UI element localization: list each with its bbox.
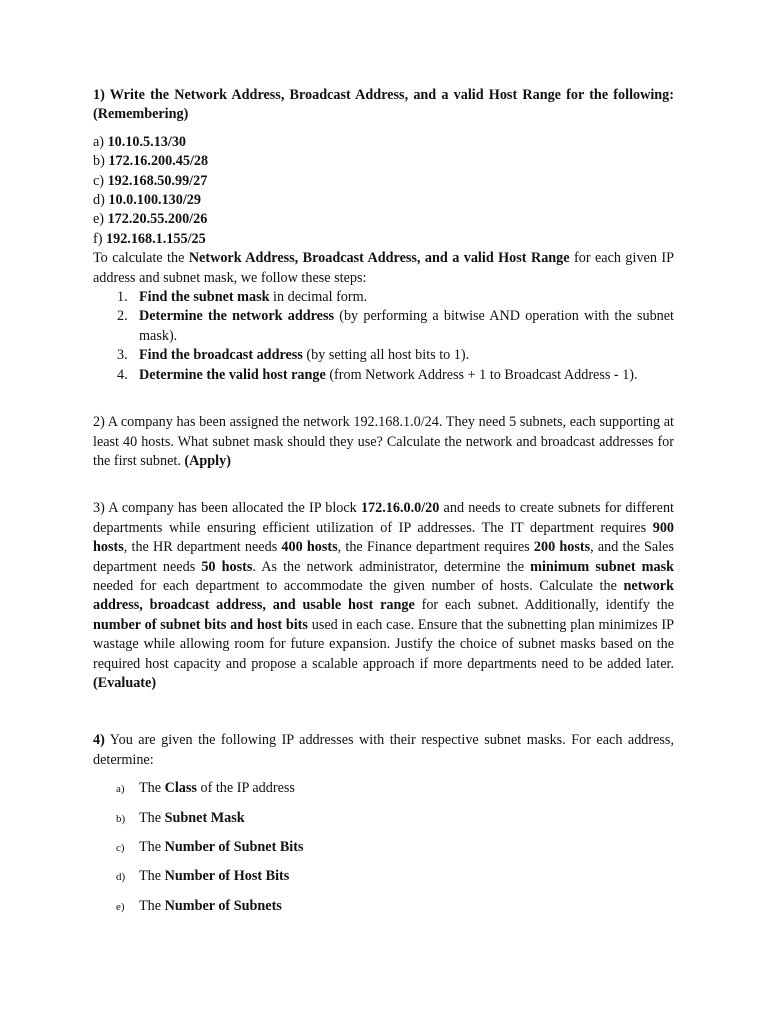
list-item: d) The Number of Host Bits — [116, 868, 290, 885]
document-content — [93, 86, 674, 926]
question-4: 4) You are given the following IP addresses with their respective subnet masks. For each address, determine: — [93, 732, 674, 768]
question-4-items — [93, 779, 674, 916]
list-item: a) The Class of the IP address — [116, 780, 295, 797]
list-item: b) The Subnet Mask — [116, 809, 245, 826]
list-item: c) The Number of Subnet Bits — [116, 839, 304, 855]
option-f: f) 192.168.1.155/25 — [93, 230, 206, 247]
option-d: d) 10.0.100.130/29 — [93, 192, 201, 209]
question-2: 2) A company has been assigned the network 192.168.1.0/24. They need 5 subnets, each supporting at least 40 hosts. What subnet mask should they use? Calculate the network and broadcast addresses for the first subnet. (Apply) — [93, 414, 674, 469]
step-item: 3. Find the broadcast address (by setting all host bits to 1). — [117, 347, 470, 364]
question-1-options — [93, 133, 674, 249]
list-item: e) The Number of Subnets — [116, 897, 282, 914]
option-e: e) 172.20.55.200/26 — [93, 211, 208, 228]
step-item: 4. Determine the valid host range (from Network Address + 1 to Broadcast Address - 1). — [117, 366, 638, 383]
option-a: a) 10.10.5.13/30 — [93, 133, 187, 150]
step-item: 2. Determine the network address (by performing a bitwise AND operation with the subnet mask). — [117, 308, 674, 344]
steps-list — [93, 288, 674, 385]
question-1-heading: 1) Write the Network Address, Broadcast Address, and a valid Host Range for the following: (Remembering) — [93, 87, 674, 123]
question-3: 3) A company has been allocated the IP block 172.16.0.0/20 and needs to create subnets for different departments while ensuring efficient utilization of IP addresses. The IT department requires 900 hosts, the HR department needs 400 hosts, the Finance department requires 200 hosts, and the Sales department needs 50 hosts. As the network administrator, determine the minimum subnet mask needed for each department to accommodate the given number of hosts. Calculate the network address, broadcast address, and usable host range for each subnet. Additionally, identify the number of subnet bits and host bits used in each case. Ensure that the subnetting plan minimizes IP wastage while allowing room for future expansion. Justify the choice of subnet masks based on the required host capacity and propose a scalable approach if more departments need to be added later. (Evaluate) — [93, 500, 675, 691]
option-c: c) 192.168.50.99/27 — [93, 172, 208, 189]
option-b: b) 172.16.200.45/28 — [93, 153, 209, 170]
step-item: 1. Find the subnet mask in decimal form. — [117, 289, 368, 306]
question-1-intro: To calculate the Network Address, Broadcast Address, and a valid Host Range for each given IP address and subnet mask, we follow these steps: — [93, 250, 674, 286]
